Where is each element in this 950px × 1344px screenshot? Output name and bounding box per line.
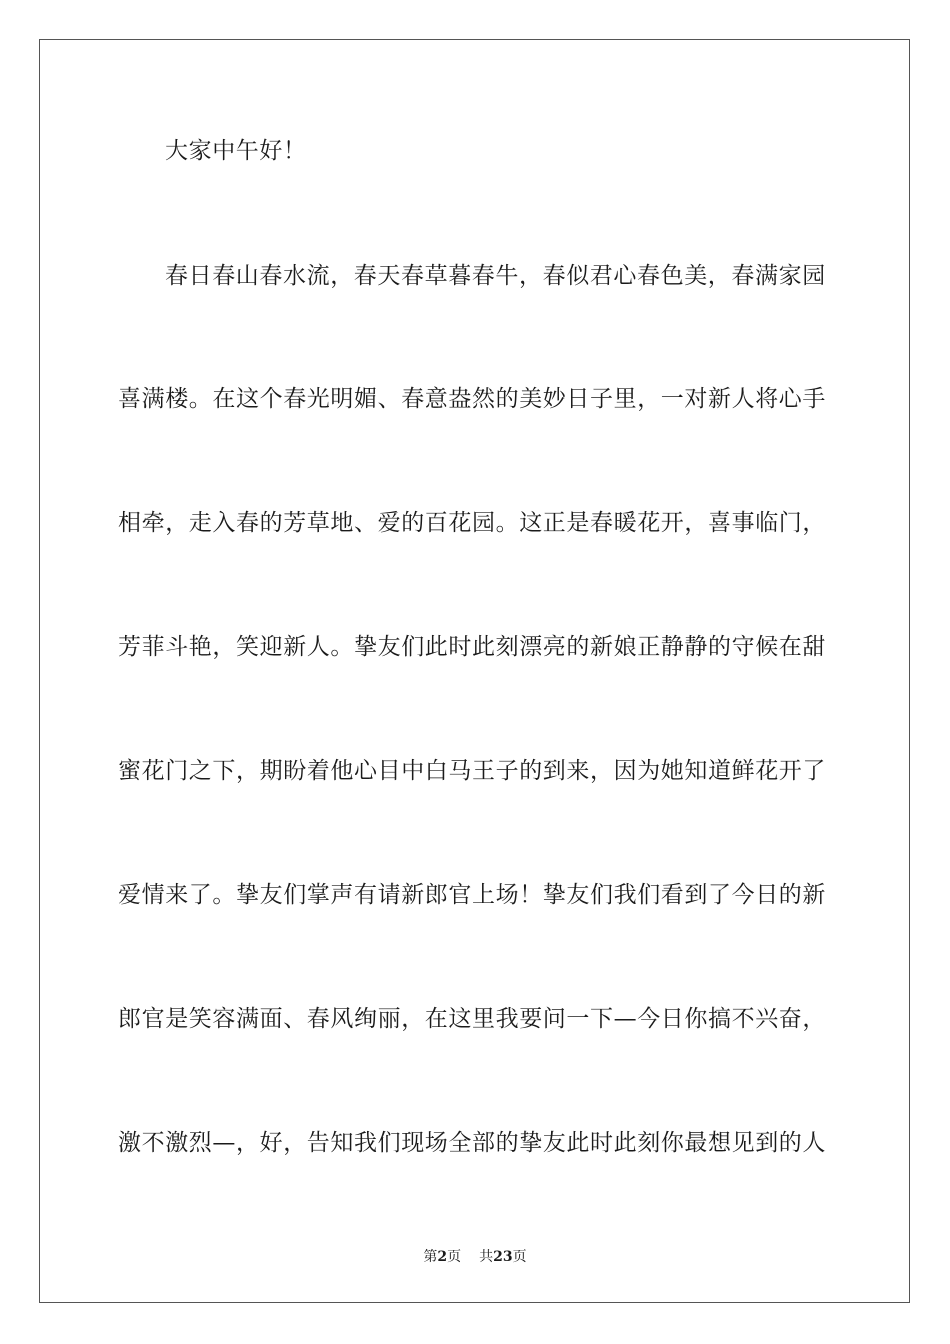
page-border (39, 39, 910, 1303)
page-label-prefix: 第 (423, 1249, 438, 1265)
paragraph-line: 郎官是笑容满面、春风绚丽，在这里我要问一下—今日你搞不兴奋， (118, 1006, 826, 1032)
paragraph-line: 激不激烈—，好，告知我们现场全部的挚友此时此刻你最想见到的人 (118, 1130, 826, 1156)
page-label-suffix: 页 (447, 1249, 462, 1265)
paragraph-line: 蜜花门之下，期盼着他心目中白马王子的到来，因为她知道鲜花开了 (118, 758, 826, 784)
page-footer (0, 1248, 950, 1266)
total-label-suffix: 页 (512, 1249, 527, 1265)
total-page-count: 23 (493, 1249, 513, 1265)
paragraph-line: 相牵，走入春的芳草地、爱的百花园。这正是春暖花开，喜事临门， (118, 510, 826, 536)
paragraph-line: 芳菲斗艳，笑迎新人。挚友们此时此刻漂亮的新娘正静静的守候在甜 (118, 634, 826, 660)
current-page-number: 2 (437, 1249, 448, 1265)
paragraph-line: 春日春山春水流，春天春草暮春牛，春似君心春色美，春满家园 (165, 263, 826, 289)
paragraph-line: 爱情来了。挚友们掌声有请新郎官上场！挚友们我们看到了今日的新 (118, 882, 826, 908)
greeting-line: 大家中午好！ (165, 138, 307, 164)
total-label-prefix: 共 (479, 1249, 494, 1265)
paragraph-line: 喜满楼。在这个春光明媚、春意盎然的美妙日子里，一对新人将心手 (118, 386, 826, 412)
